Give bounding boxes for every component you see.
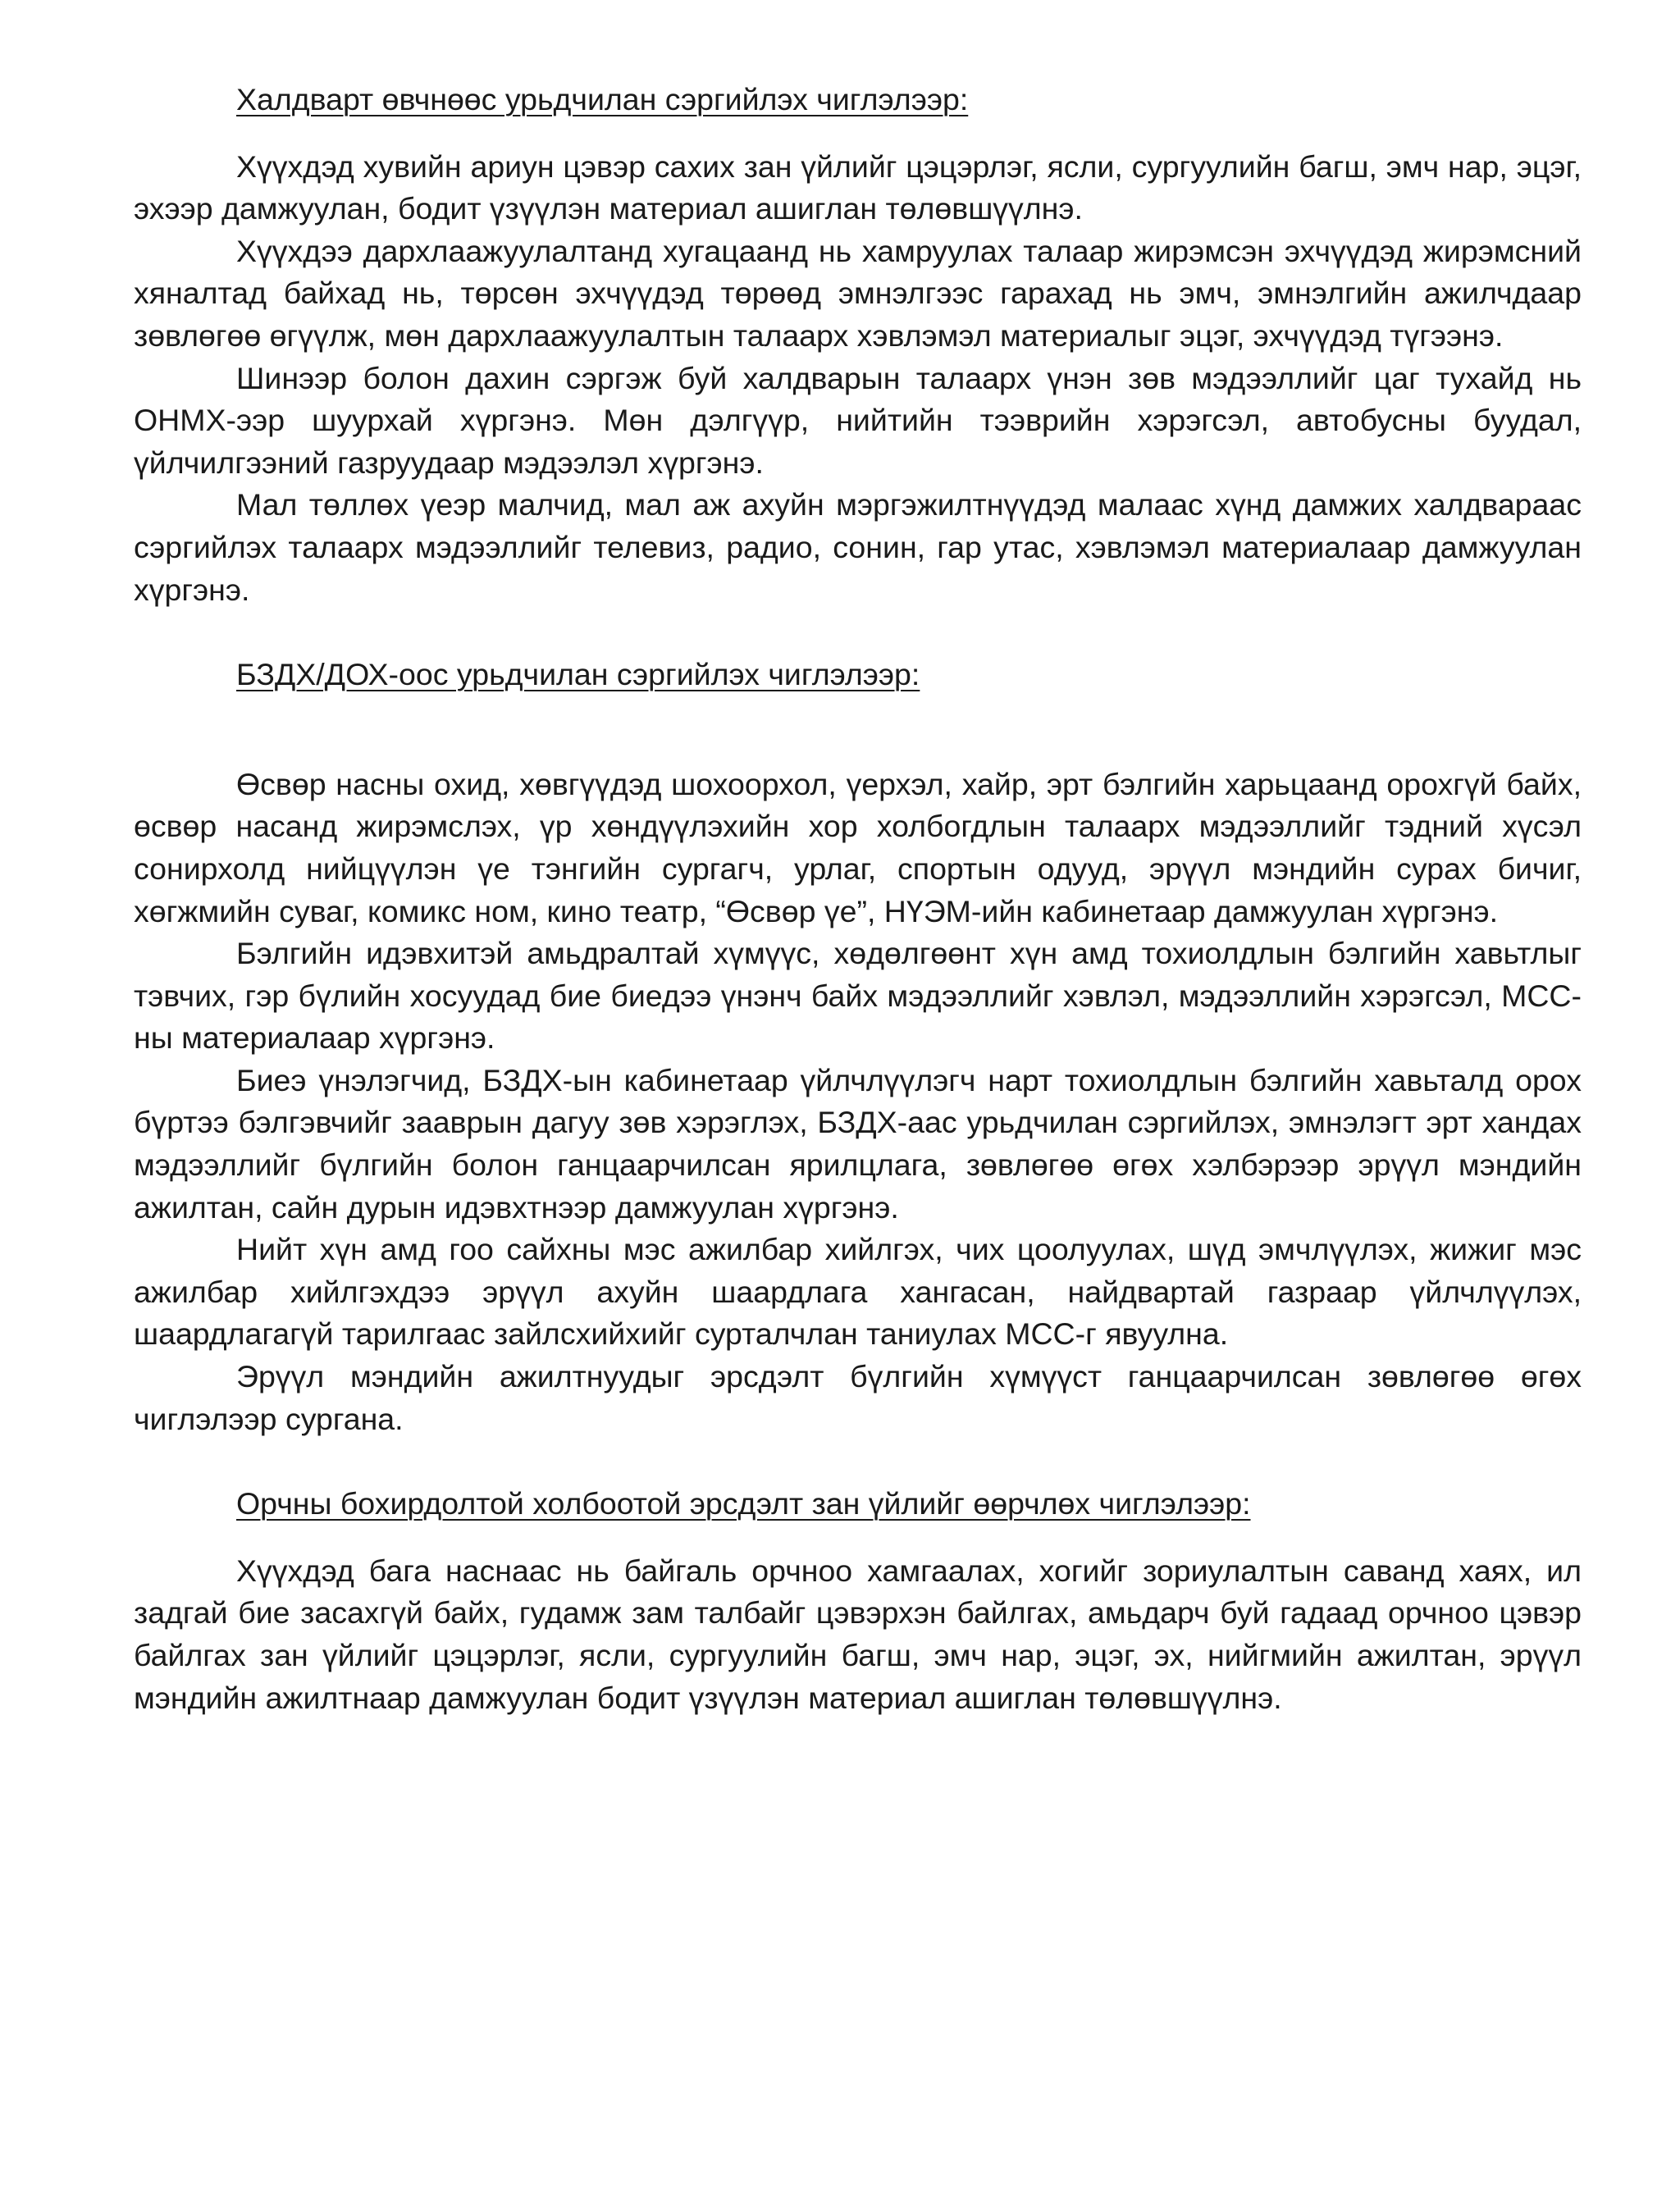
paragraph: Мал төллөх үеэр малчид, мал аж ахуйн мэргэжилтнүүдэд малаас хүнд дамжих халдвараас сэргийлэх талаарх мэдээллийг телевиз, радио, сонин, гар утас, хэвлэмэл материалаар дамжуулан хүргэнэ. bbox=[134, 487, 1582, 607]
section-environment bbox=[134, 1483, 1582, 1719]
section-heading-text: Орчны бохирдолтой холбоотой эрсдэлт зан үйлийг өөрчлөх чиглэлээр: bbox=[236, 1486, 1251, 1521]
section-heading-text: Халдварт өвчнөөс урьдчилан сэргийлэх чиглэлээр: bbox=[236, 82, 969, 116]
paragraph: Биеэ үнэлэгчид, БЗДХ-ын кабинетаар үйлчлүүлэгч нарт тохиолдлын бэлгийн хавьталд орох бүртээ бэлгэвчийг зааврын дагуу зөв хэрэглэх, БЗДХ-аас урьдчилан сэргийлэх, эмнэлэгт эрт хандах мэдээллийг бүлгийн болон ганцаарчилсан ярилцлага, зөвлөгөө өгөх хэлбэрээр эрүүл мэндийн ажилтан, сайн дурын идэвхтнээр дамжуулан хүргэнэ. bbox=[134, 1062, 1582, 1225]
paragraph: Өсвөр насны охид, хөвгүүдэд шохоорхол, үерхэл, хайр, эрт бэлгийн харьцаанд орохгүй байх, өсвөр насанд жирэмслэх, үр хөндүүлэхийн хор холбогдлын талаарх мэдээллийг тэдний хүсэл сонирхолд нийцүүлэн үе тэнгийн сургагч, урлаг, спортын одууд, эрүүл мэндийн сурах бичиг, хөгжмийн суваг, комикс ном, кино театр, “Өсвөр үе”, НҮЭМ-ийн кабинетаар дамжуулан хүргэнэ. bbox=[134, 766, 1582, 928]
section-heading bbox=[134, 79, 1582, 121]
paragraph: Нийт хүн амд гоо сайхны мэс ажилбар хийлгэх, чих цоолуулах, шүд эмчлүүлэх, жижиг мэс ажилбар хийлгэхдээ эрүүл ахуйн шаардлага хангасан, найдвартай газраар үйлчлүүлэх, шаардлагагүй тарилгаас зайлсхийхийг сурталчлан таниулах МСС-г явуулна. bbox=[134, 1232, 1582, 1352]
document-body bbox=[134, 79, 1582, 1719]
section-heading bbox=[134, 1483, 1582, 1526]
section-infectious-disease bbox=[134, 79, 1582, 611]
paragraph: Бэлгийн идэвхитэй амьдралтай хүмүүс, хөдөлгөөнт хүн амд тохиолдлын бэлгийн хавьтлыг тэвчих, гэр бүлийн хосуудад бие биедээ үнэнч байх мэдээллийг хэвлэл, мэдээллийн хэрэгсэл, МСС-ны материалаар хүргэнэ. bbox=[134, 936, 1582, 1056]
section-std-hiv bbox=[134, 654, 1582, 1440]
paragraph: Хүүхдэд бага наснаас нь байгаль орчноо хамгаалах, хогийг зориулалтын саванд хаях, ил задгай бие засахгүй байх, гудамж зам талбайг цэвэрхэн байлгах, амьдарч буй гадаад орчноо цэвэр байлгах зан үйлийг цэцэрлэг, ясли, сургуулийн багш, эмч нар, эцэг, эх, нийгмийн ажилтан, эрүүл мэндийн ажилтнаар дамжуулан бодит үзүүлэн материал ашиглан төлөвшүүлнэ. bbox=[134, 1553, 1582, 1715]
paragraph: Шинээр болон дахин сэргэж буй халдварын талаарх үнэн зөв мэдээллийг цаг тухайд нь ОНМХ-ээр шуурхай хүргэнэ. Мөн дэлгүүр, нийтийн тээврийн хэрэгсэл, автобусны буудал, үйлчилгээний газруудаар мэдээлэл хүргэнэ. bbox=[134, 360, 1582, 480]
paragraph: Хүүхдэд хувийн ариун цэвэр сахих зан үйлийг цэцэрлэг, ясли, сургуулийн багш, эмч нар, эцэг, эхээр дамжуулан, бодит үзүүлэн материал ашиглан төлөвшүүлнэ. bbox=[134, 148, 1582, 226]
section-heading bbox=[134, 654, 1582, 696]
paragraph: Хүүхдээ дархлаажуулалтанд хугацаанд нь хамруулах талаар жирэмсэн эхчүүдэд жирэмсний хяналтад байхад нь, төрсөн эхчүүдэд төрөөд эмнэлгээс гарахад нь эмч, эмнэлгийн ажилчдаар зөвлөгөө өгүүлж, мөн дархлаажуулалтын талаарх хэвлэмэл материалыг эцэг, эхчүүдэд түгээнэ. bbox=[134, 233, 1582, 353]
paragraph: Эрүүл мэндийн ажилтнуудыг эрсдэлт бүлгийн хүмүүст ганцаарчилсан зөвлөгөө өгөх чиглэлээр сургана. bbox=[134, 1359, 1582, 1436]
section-heading-text: БЗДХ/ДОХ-оос урьдчилан сэргийлэх чиглэлээр: bbox=[236, 657, 920, 692]
